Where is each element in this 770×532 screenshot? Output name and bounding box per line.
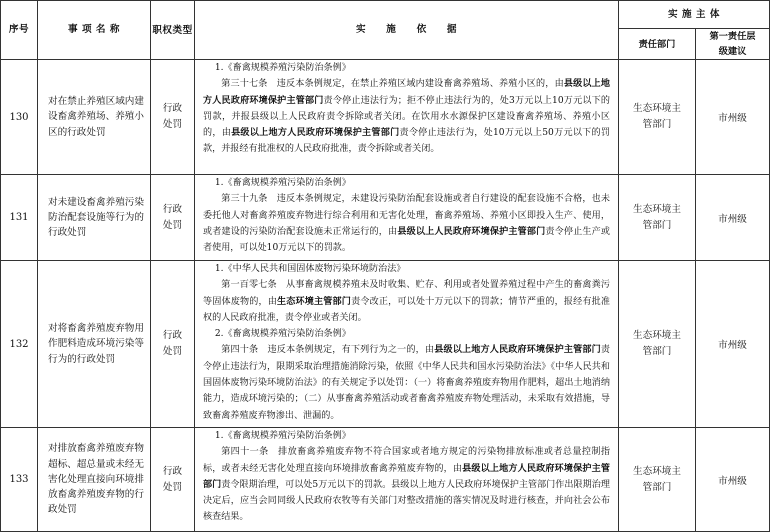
row-number: 131 xyxy=(1,175,38,261)
responsible-authority: 县级以上地方人民政府环境保护主管部门 xyxy=(434,344,601,356)
row-number: 133 xyxy=(1,428,38,532)
article-text: 第三十七条 违反本条例规定，在禁止养殖区域内建设畜禽养殖场、养殖小区的，由 xyxy=(221,79,564,90)
law-article xyxy=(203,277,610,326)
responsibility-level: 市州级 xyxy=(696,175,770,261)
row-number: 130 xyxy=(1,60,38,175)
responsible-dept: 生态环境主管部门 xyxy=(619,261,696,428)
responsible-authority: 县级以上地方人民政府环境保护主管部门 xyxy=(203,462,610,490)
law-source: 1.《畜禽规模养殖污染防治条例》 xyxy=(214,431,351,441)
category: 行政处罚 xyxy=(151,175,195,261)
legal-basis xyxy=(195,428,619,532)
law-source: 1.《中华人民共和国固体废物污染环境防治法》 xyxy=(214,264,406,274)
legal-basis xyxy=(195,60,619,175)
law-article xyxy=(203,444,610,525)
article-text: 责令停止生产或者使用，可以处10万元以下的罚款。 xyxy=(203,226,610,254)
table-row xyxy=(1,261,770,428)
article-text: 第三十九条 违反本条例规定，未建设污染防治配套设施或者自行建设的配套设施不合格，也未委托他人对畜禽养殖废弃物进行综合利用和无害化处理，畜禽养殖场、养殖小区即投入生产、使用，或者建设的污染防治配套设施未正常运行的，由 xyxy=(203,194,610,237)
law-source: 1.《畜禽规模养殖污染防治条例》 xyxy=(214,63,351,73)
article-text: 责令改正，可以处十万元以下的罚款；情节严重的，报经有批准权的人民政府批准，责令停业或者关闭。 xyxy=(203,296,610,323)
header-subject: 实 施 主 体 xyxy=(619,1,770,29)
item-name: 对将畜禽养殖废弃物用作肥料造成环境污染等行为的行政处罚 xyxy=(38,261,151,428)
law-source: 1.《畜禽规模养殖污染防治条例》 xyxy=(214,178,351,188)
responsible-dept: 生态环境主管部门 xyxy=(619,60,696,175)
table-row xyxy=(1,60,770,175)
header-level: 第一责任层级建议 xyxy=(696,29,770,60)
article-text: 责令停止违法行为，处10万元以上50万元以下的罚款，并报经有批准权的人民政府批准，责令拆除或者关闭。 xyxy=(203,128,610,155)
responsible-dept: 生态环境主管部门 xyxy=(619,175,696,261)
header-seq: 序号 xyxy=(1,1,38,60)
responsible-authority: 生态环境主管部门 xyxy=(277,295,352,307)
item-name: 对排放畜禽养殖废弃物超标、超总量或未经无害化处理直接向环境排放畜禽养殖废弃物的行政处罚 xyxy=(38,428,151,532)
legal-basis xyxy=(195,175,619,261)
responsible-authority: 县级以上地方人民政府环境保护主管部门 xyxy=(231,127,400,139)
category: 行政处罚 xyxy=(151,261,195,428)
law-article xyxy=(203,342,610,423)
responsibility-level: 市州级 xyxy=(696,60,770,175)
responsible-authority: 县级以上人民政府环境保护主管部门 xyxy=(397,225,546,237)
table-row xyxy=(1,428,770,532)
legal-basis xyxy=(195,261,619,428)
header-row xyxy=(1,1,770,29)
responsibility-level: 市州级 xyxy=(696,428,770,532)
law-source: 2.《畜禽规模养殖污染防治条例》 xyxy=(214,329,351,340)
table-row xyxy=(1,175,770,261)
header-dept: 责任部门 xyxy=(619,29,696,60)
row-number: 132 xyxy=(1,261,38,428)
header-basis: 实 施 依 据 xyxy=(195,1,619,60)
category: 行政处罚 xyxy=(151,60,195,175)
law-article xyxy=(203,76,610,157)
article-text: 责令停止违法行为，限期采取治理措施消除污染，依照《中华人民共和国水污染防治法》《中华人民共和国固体废物污染环境防治法》的有关规定予以处罚：（一）将畜禽养殖废弃物用作肥料，超出土地消纳能力，造成环境污染的；（二）从事畜禽养殖活动或者畜禽养殖废弃物处理活动，未采取有效措施，导致畜禽养殖废弃物渗出、泄漏的。 xyxy=(203,345,610,421)
responsible-authority: 县级以上地方人民政府环境保护主管部门 xyxy=(203,78,610,106)
responsible-dept: 生态环境主管部门 xyxy=(619,428,696,532)
category: 行政处罚 xyxy=(151,428,195,532)
header-category: 职权类型 xyxy=(151,1,195,60)
article-text: 第一百零七条 从事畜禽规模养殖未及时收集、贮存、利用或者处置养殖过程中产生的畜禽粪污等固体废物的，由 xyxy=(203,280,610,307)
responsibility-level: 市州级 xyxy=(696,261,770,428)
item-name: 对未建设畜禽养殖污染防治配套设施等行为的行政处罚 xyxy=(38,175,151,261)
header-item: 事 项 名 称 xyxy=(38,1,151,60)
article-text: 第四十一条 排放畜禽养殖废弃物不符合国家或者地方规定的污染物排放标准或者总量控制指标，或者未经无害化处理直接向环境排放畜禽养殖废弃物的，由 xyxy=(203,447,610,474)
article-text: 责令停止违法行为；拒不停止违法行为的，处3万元以上10万元以下的罚款，并报县级以上人民政府责令拆除或者关闭。在饮用水水源保护区建设畜禽养殖场、养殖小区的，由 xyxy=(203,95,610,139)
article-text: 责令限期治理，可以处5万元以下的罚款。县级以上地方人民政府环境保护主管部门作出限期治理决定后，应当会同同级人民政府农牧等有关部门对整改措施的落实情况及时进行核查，并向社会公布核查结果。 xyxy=(203,479,610,523)
article-text: 第四十条 违反本条例规定，有下列行为之一的，由 xyxy=(221,345,435,356)
law-article xyxy=(203,191,610,256)
item-name: 对在禁止养殖区域内建设畜禽养殖场、养殖小区的行政处罚 xyxy=(38,60,151,175)
